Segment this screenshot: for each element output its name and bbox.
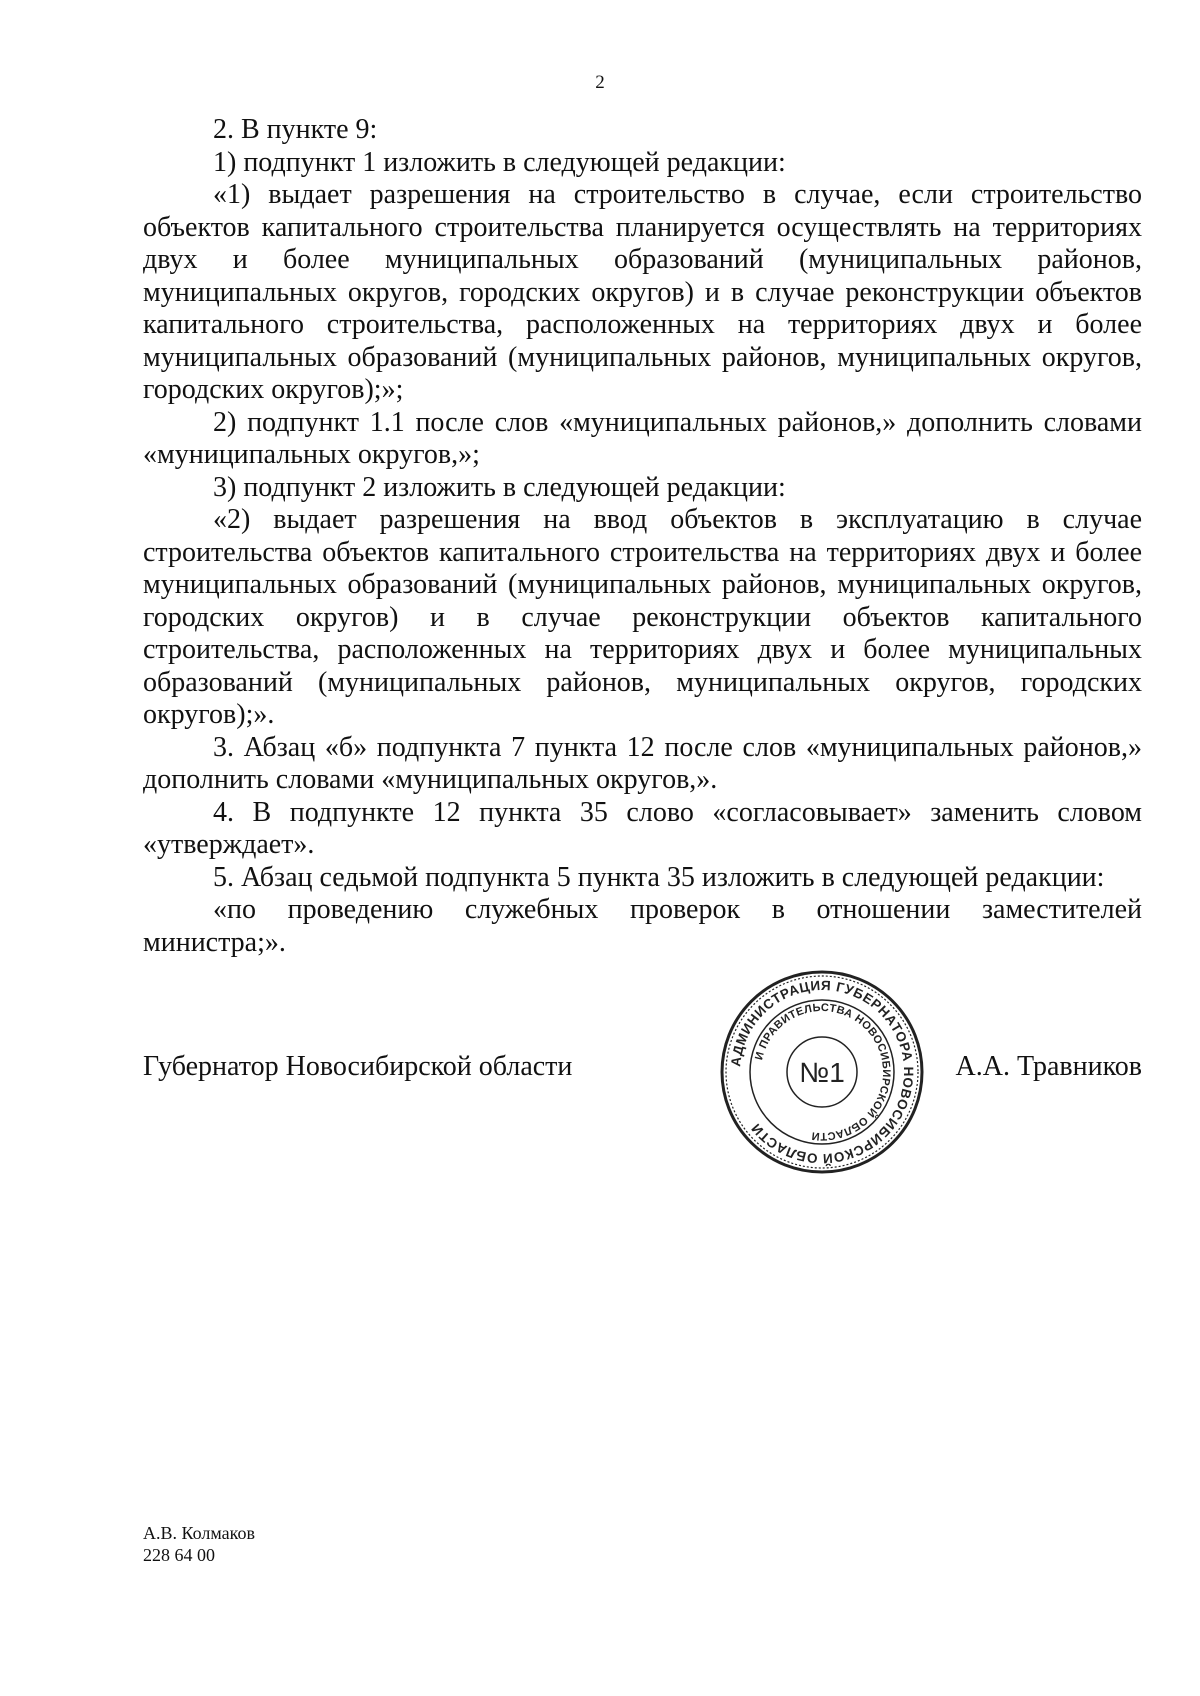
document-body xyxy=(143,114,1142,959)
seal-inner-text: И ПРАВИТЕЛЬСТВА НОВОСИБИРСКОЙ ОБЛАСТИ xyxy=(753,1001,893,1143)
executor-name: А.В. Колмаков xyxy=(143,1523,255,1543)
official-seal xyxy=(719,969,925,1175)
paragraph-item-4: 4. В подпункте 12 пункта 35 слово «согласовывает» заменить словом «утверждает». xyxy=(143,796,1142,860)
page-number: 2 xyxy=(595,72,605,93)
executor-info xyxy=(143,1522,255,1566)
paragraph-subitem-3: 3) подпункт 2 изложить в следующей редакции: xyxy=(213,471,786,503)
paragraph-subitem-1: 1) подпункт 1 изложить в следующей редакции: xyxy=(213,146,786,178)
seal-number: №1 xyxy=(799,1057,845,1088)
signatory-title: Губернатор Новосибирской области xyxy=(143,1051,573,1082)
paragraph-item-5: 5. Абзац седьмой подпункта 5 пункта 35 изложить в следующей редакции: xyxy=(213,861,1105,893)
seal-outer-text: АДМИНИСТРАЦИЯ ГУБЕРНАТОРА НОВОСИБИРСКОЙ ОБЛАСТИ xyxy=(728,977,917,1167)
paragraph-subitem-2: 2) подпункт 1.1 после слов «муниципальных районов,» дополнить словами «муниципальных округов,»; xyxy=(143,406,1142,470)
paragraph-quote-2: «2) выдает разрешения на ввод объектов в эксплуатацию в случае строительства объектов капитального строительства на территориях двух и более муниципальных образований (муниципальных районов, муниципальных округов, городских округов) и в случае реконструкции объектов капитального строительства, расположенных на территориях двух и более муниципальных образований (муниципальных районов, муниципальных округов, городских округов);». xyxy=(143,504,1142,730)
paragraph-item-3: 3. Абзац «б» подпункта 7 пункта 12 после слов «муниципальных районов,» дополнить словами «муниципальных округов,». xyxy=(143,731,1142,795)
executor-phone: 228 64 00 xyxy=(143,1545,215,1565)
signatory-name: А.А. Травников xyxy=(955,1051,1142,1082)
paragraph-item-2: 2. В пункте 9: xyxy=(213,114,378,145)
paragraph-quote-1: «1) выдает разрешения на строительство в случае, если строительство объектов капитального строительства планируется осуществлять на территориях двух и более муниципальных образований (муниципальных районов, муниципальных округов, городских округов) и в случае реконструкции объектов капитального строительства, расположенных на территориях двух и более муниципальных образований (муниципальных районов, муниципальных округов, городских округов);»; xyxy=(143,179,1142,405)
paragraph-quote-3: «по проведению служебных проверок в отношении заместителей министра;». xyxy=(143,894,1142,958)
